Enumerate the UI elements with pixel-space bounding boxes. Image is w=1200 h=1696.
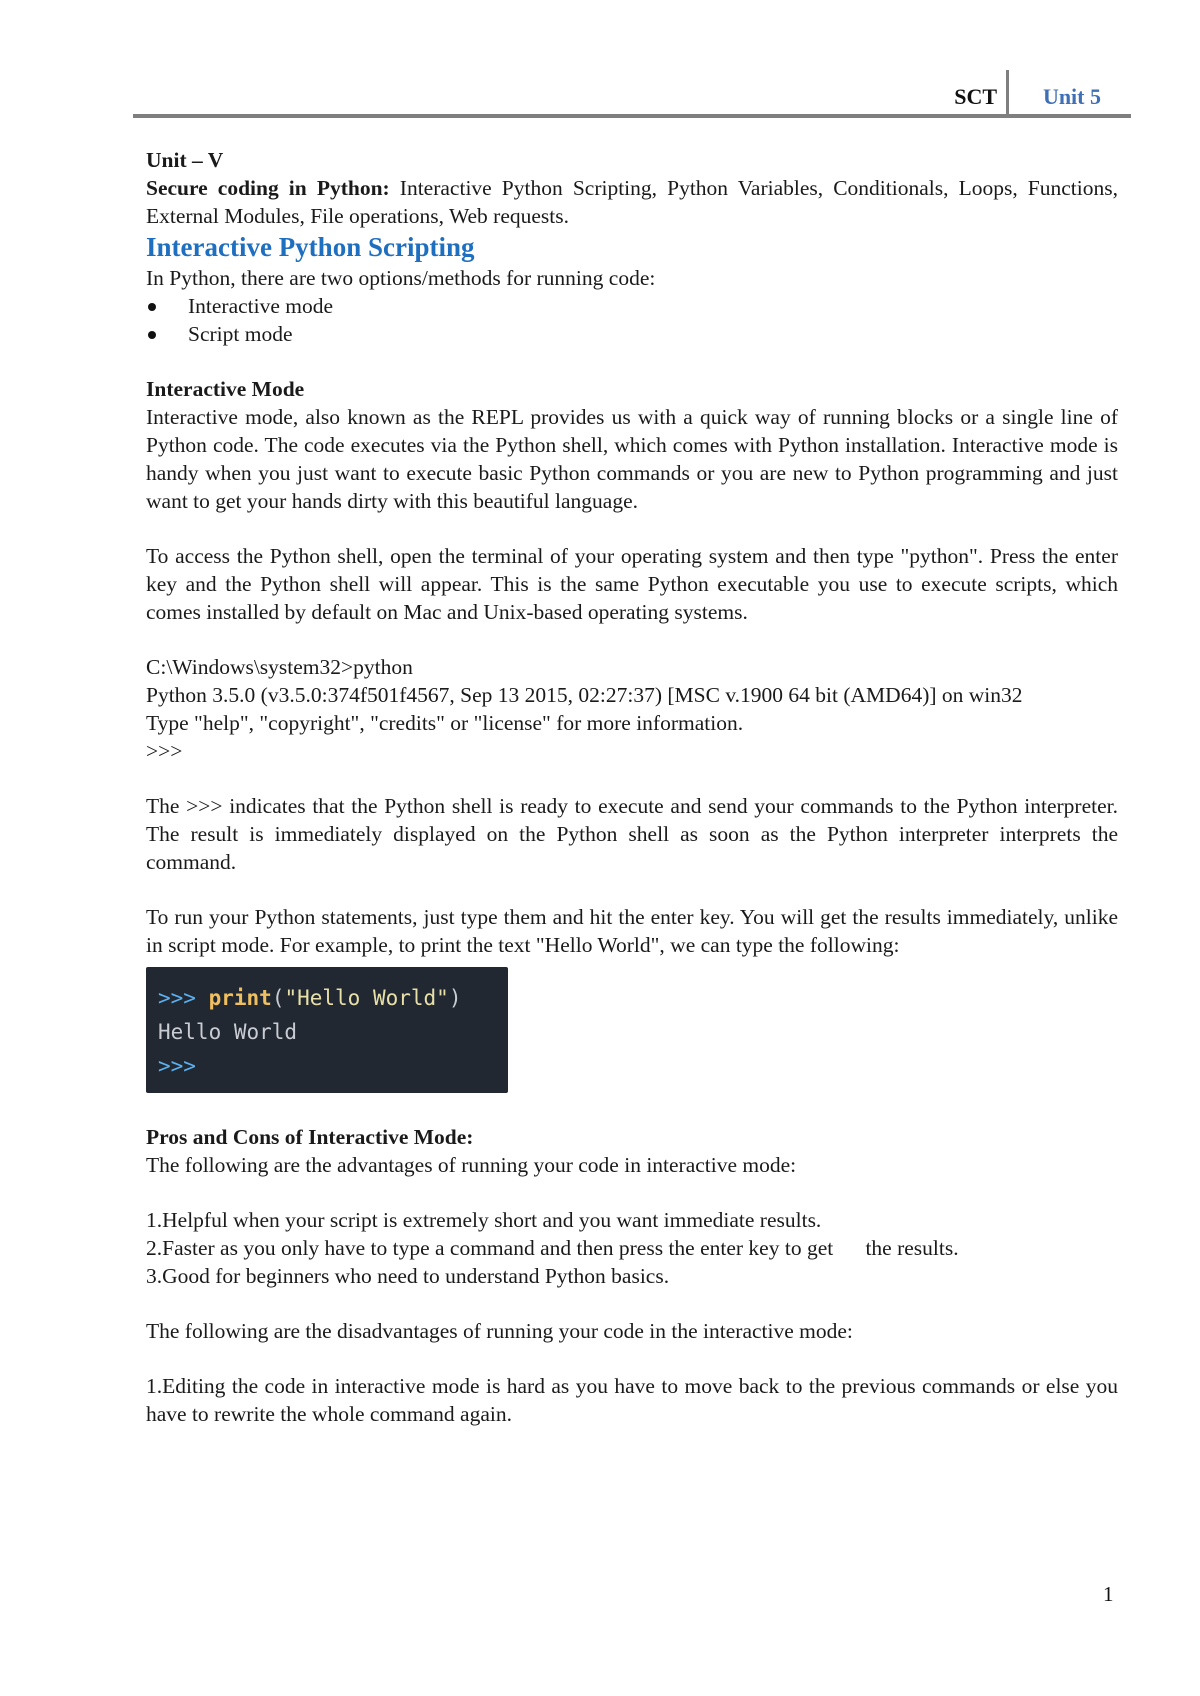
disadvantage-item: 1.Editing the code in interactive mode is hard as you have to move back to the previous commands or else you have to rewrite the whole command again. <box>146 1374 1118 1426</box>
shell-line: C:\Windows\system32>python <box>146 655 413 679</box>
page-header <box>133 78 1131 114</box>
header-unit: Unit 5 <box>1042 84 1101 109</box>
header-course: SCT <box>954 84 997 109</box>
advantage-item: 3.Good for beginners who need to understand Python basics. <box>146 1264 670 1288</box>
paragraph: To access the Python shell, open the terminal of your operating system and then type "python". Press the enter key and the Python shell will appear. This is the same Python executable you use to execute scripts, which comes installed by default on Mac and Unix-based operating systems. <box>146 544 1118 624</box>
paragraph: The following are the disadvantages of running your code in the interactive mode: <box>146 1319 853 1343</box>
terminal-prompt: >>> <box>158 1054 196 1078</box>
terminal-line: >>> print("Hello World") <box>158 986 462 1010</box>
shell-line: Python 3.5.0 (v3.5.0:374f501f4567, Sep 13 2015, 02:27:37) [MSC v.1900 64 bit (AMD64)] on win32 <box>146 683 1023 707</box>
paragraph: Interactive mode, also known as the REPL provides us with a quick way of running blocks or a single line of Python code. The code executes via the Python shell, which comes with Python installation. Interactive mode is handy when you just want to execute basic Python commands or you are new to Python programming and just want to get your hands dirty with this beautiful language. <box>146 405 1118 513</box>
advantage-item: 1.Helpful when your script is extremely short and you want immediate results. <box>146 1208 822 1232</box>
advantage-item: 2.Faster as you only have to type a command and then press the enter key to get the results. <box>146 1236 959 1260</box>
bullet-icon <box>148 303 156 311</box>
shell-line: Type "help", "copyright", "credits" or "license" for more information. <box>146 711 744 735</box>
bullet-icon <box>148 331 156 339</box>
page-number: 1 <box>1103 1582 1114 1606</box>
paragraph: The following are the advantages of running your code in interactive mode: <box>146 1153 797 1177</box>
list-item: Script mode <box>146 320 1118 348</box>
section-intro: In Python, there are two options/methods for running code: <box>146 266 656 290</box>
header-rule <box>133 114 1131 118</box>
paragraph: The >>> indicates that the Python shell is ready to execute and send your commands to the Python interpreter. The result is immediately displayed on the Python shell as soon as the Python interpreter interprets the command. <box>146 794 1118 874</box>
topics-label: Secure coding in Python: <box>146 176 390 200</box>
subheading-pros-cons: Pros and Cons of Interactive Mode: <box>146 1125 474 1149</box>
shell-line: >>> <box>146 739 183 763</box>
page-content <box>146 146 1118 1428</box>
terminal-output: Hello World <box>158 1020 298 1044</box>
unit-topics <box>146 174 1118 230</box>
subheading-interactive-mode: Interactive Mode <box>146 377 305 401</box>
header-separator <box>1006 70 1009 114</box>
list-item: Interactive mode <box>146 292 1118 320</box>
topics-list: Interactive Python Scripting, Python Variables, Conditionals, Loops, Functions, External Modules, File operations, Web requests. <box>146 176 1118 228</box>
unit-title: Unit – V <box>146 148 224 172</box>
terminal-screenshot <box>146 967 508 1093</box>
paragraph: To run your Python statements, just type them and hit the enter key. You will get the results immediately, unlike in script mode. For example, to print the text "Hello World", we can type the following: <box>146 905 1118 957</box>
mode-list <box>146 292 1118 348</box>
section-heading: Interactive Python Scripting <box>146 232 475 262</box>
